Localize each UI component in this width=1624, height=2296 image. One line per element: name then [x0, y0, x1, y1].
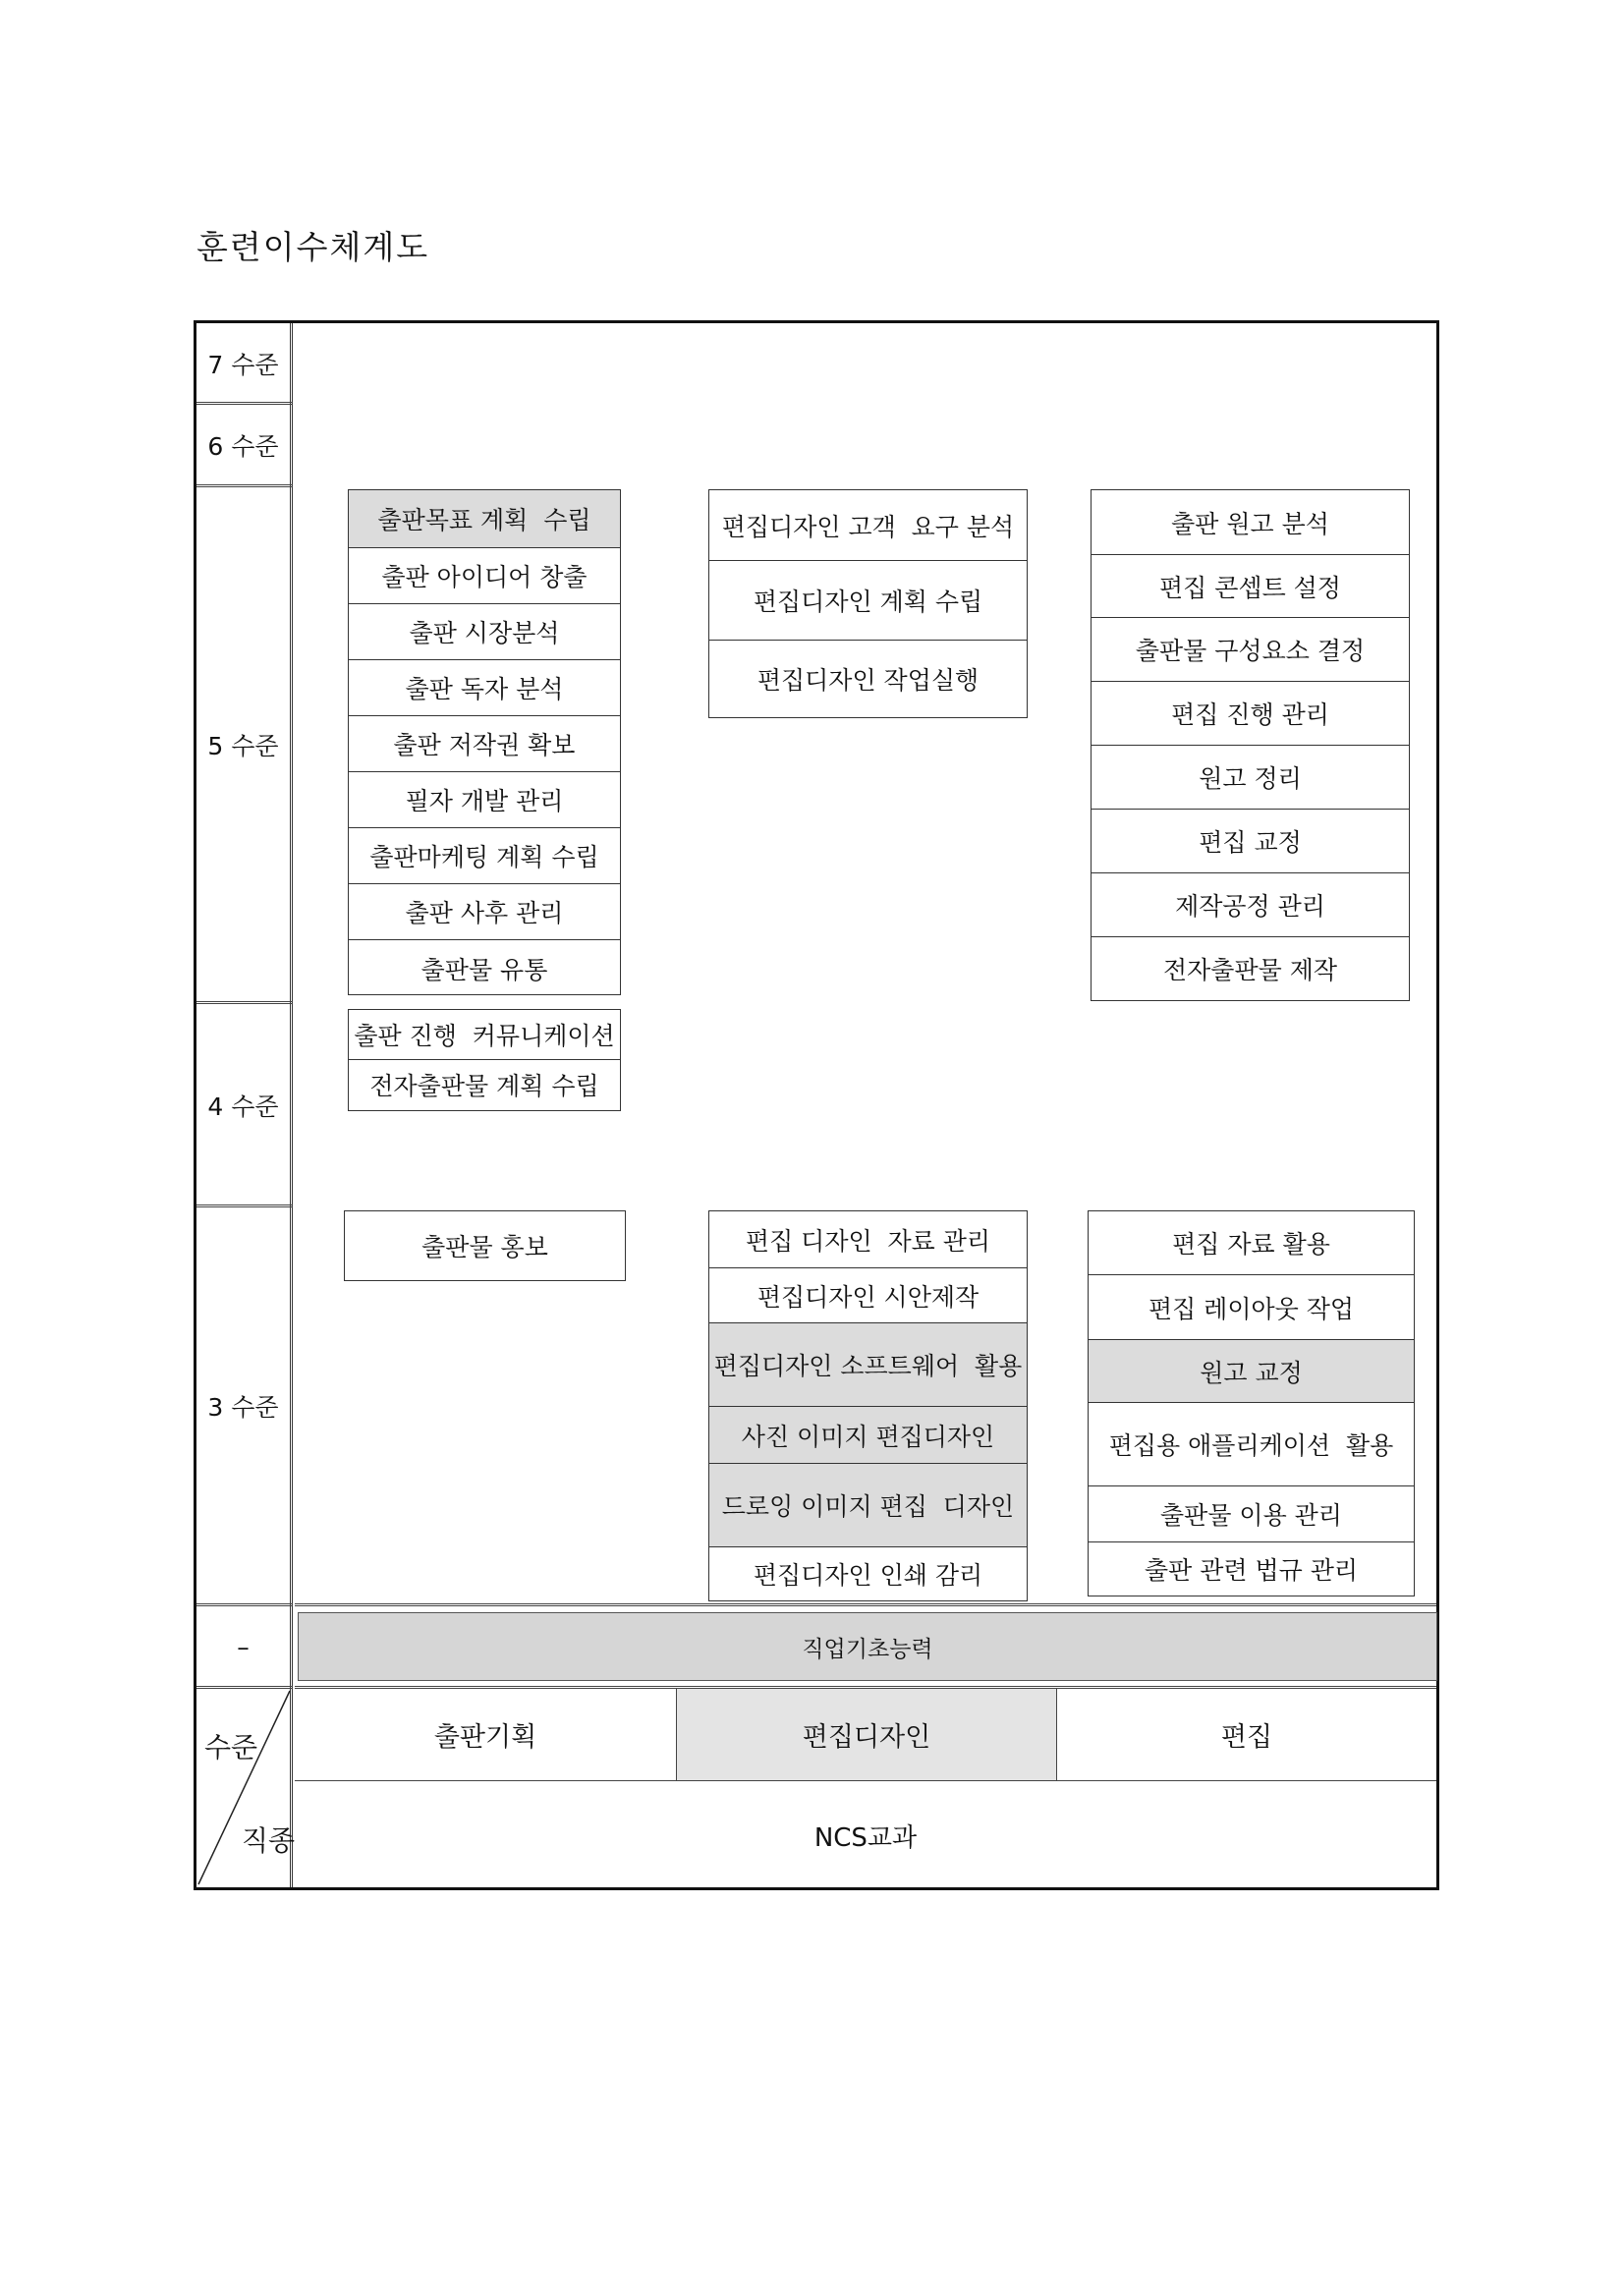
module-cell: 출판물 이용 관리: [1089, 1486, 1414, 1542]
divider: [295, 1603, 1436, 1606]
module-cell: 원고 정리: [1092, 746, 1409, 810]
basic-skills-bar: 직업기초능력: [298, 1612, 1437, 1681]
module-cell: 편집디자인 소프트웨어 활용: [709, 1323, 1027, 1407]
ncs-subject-label: NCS교과: [813, 1823, 918, 1853]
module-cell: 전자출판물 계획 수립: [369, 1072, 599, 1100]
page-title: 훈련이수체계도: [196, 228, 430, 266]
module-cell: 출판물 유통: [420, 955, 548, 984]
module-cell: 편집 진행 관리: [1092, 682, 1409, 746]
module-cell: 편집 디자인 자료 관리: [709, 1211, 1027, 1268]
module-cell: 사진 이미지 편집디자인: [709, 1407, 1027, 1464]
job-planning: 출판기획: [433, 1722, 537, 1753]
module-cell: 출판물 구성요소 결정: [1092, 618, 1409, 682]
module-cell: 출판 진행 커뮤니케이션: [349, 1010, 620, 1060]
module-cell: 출판목표 계획 수립: [349, 490, 620, 548]
module-cell: 출판 독자 분석: [349, 660, 620, 716]
module-cell: 출판 사후 관리: [349, 884, 620, 940]
module-cell: 전자출판물 제작: [1163, 955, 1337, 984]
module-cell: 편집용 애플리케이션 활용: [1089, 1403, 1414, 1486]
module-cell: 출판물 홍보: [421, 1232, 548, 1261]
level3-col3-group: [1088, 1210, 1415, 1596]
level-4-label: 4 수준: [196, 1003, 293, 1206]
divider: [295, 1780, 1436, 1781]
module-cell: 필자 개발 관리: [349, 772, 620, 828]
level-6-label: 6 수준: [196, 404, 293, 486]
module-cell: 편집 자료 활용: [1089, 1211, 1414, 1275]
corner-label-level: 수준: [204, 1731, 258, 1764]
level4-col1-group: [348, 1009, 621, 1111]
module-cell: 출판 아이디어 창출: [349, 548, 620, 604]
level3-col2-group: [708, 1210, 1028, 1601]
module-cell: 편집 콘셉트 설정: [1092, 555, 1409, 618]
job-editing: 편집: [1220, 1722, 1273, 1753]
module-cell: 편집디자인 고객 요구 분석: [709, 490, 1027, 561]
level-7-label: 7 수준: [196, 323, 293, 404]
module-cell: 제작공정 관리: [1092, 873, 1409, 937]
divider: [196, 1204, 293, 1207]
module-cell: 출판마케팅 계획 수립: [349, 828, 620, 884]
module-cell: 편집디자인 계획 수립: [709, 561, 1027, 641]
module-cell: 드로잉 이미지 편집 디자인: [709, 1464, 1027, 1547]
level-5-label: 5 수준: [196, 486, 293, 1003]
level3-col1-group: [344, 1210, 626, 1281]
module-cell: 편집 교정: [1092, 810, 1409, 873]
module-cell: 출판 시장분석: [349, 604, 620, 660]
module-cell: 편집 레이아웃 작업: [1089, 1275, 1414, 1340]
module-cell: 편집디자인 인쇄 감리: [753, 1560, 983, 1590]
divider: [196, 484, 293, 487]
basic-skills-level-label: –: [196, 1605, 293, 1688]
divider: [196, 1603, 293, 1606]
job-edit-design: 편집디자인: [676, 1689, 1057, 1780]
module-cell: 출판 저작권 확보: [349, 716, 620, 772]
module-cell: 출판 관련 법규 관리: [1144, 1555, 1359, 1585]
level-3-label: 3 수준: [196, 1206, 293, 1605]
corner-label-job: 직종: [242, 1824, 296, 1857]
module-cell: 편집디자인 작업실행: [756, 665, 980, 695]
divider: [196, 402, 293, 405]
level5-col3-group: [1091, 489, 1410, 1001]
module-cell: 출판 원고 분석: [1092, 490, 1409, 555]
module-cell: 편집디자인 시안제작: [709, 1268, 1027, 1323]
level5-col1-group: [348, 489, 621, 995]
level5-col2-group: [708, 489, 1028, 718]
module-cell: 원고 교정: [1089, 1340, 1414, 1403]
divider: [196, 1001, 293, 1004]
